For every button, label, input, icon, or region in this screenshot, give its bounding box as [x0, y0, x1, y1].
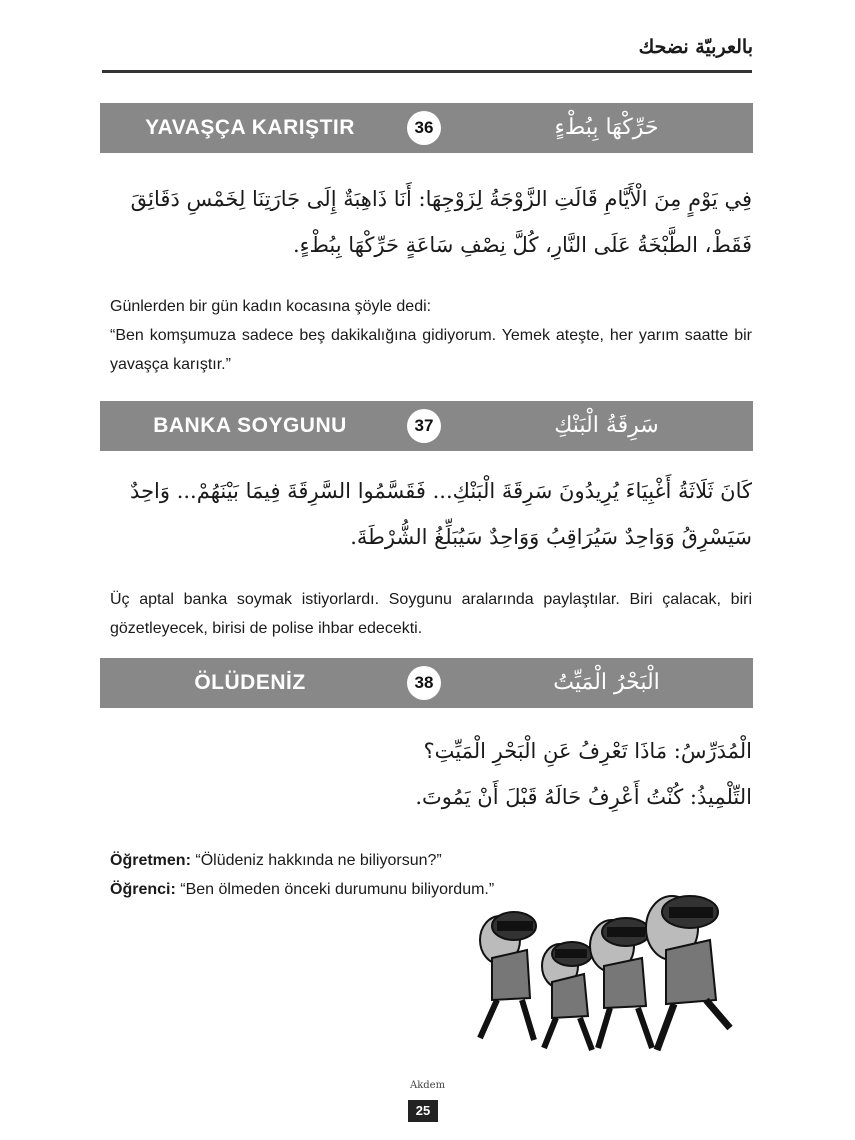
running-title: بالعربيّة نضحك [638, 36, 753, 58]
section-36-banner [100, 103, 753, 153]
section-number-badge: 36 [407, 111, 441, 145]
section-38-banner [100, 658, 753, 708]
arabic-line: التِّلْمِيذُ: كُنْتُ أَعْرِفُ حَالَهُ قَبْلَ أَنْ يَمُوتَ. [415, 785, 752, 809]
turkish-text-37 [110, 585, 752, 643]
section-title-ar: حَرِّكْهَا بِبُطْءٍ [554, 115, 659, 140]
section-title-ar: الْبَحْرُ الْمَيِّتُ [553, 670, 660, 695]
turkish-line: Günlerden bir gün kadın kocasına şöyle dedi: [110, 298, 432, 315]
dialogue-text: “Ölüdeniz hakkında ne biliyorsun?” [195, 852, 442, 869]
arabic-line: كَانَ ثَلَاثَةُ أَغْبِيَاءَ يُرِيدُونَ سَرِقَةَ الْبَنْكِ... فَقَسَّمُوا السَّرِقَةَ فِيمَا بَيْنَهُمْ... وَاحِدٌ [130, 479, 752, 503]
header-rule [102, 70, 752, 73]
arabic-line: الْمُدَرِّسُ: مَاذَا تَعْرِفُ عَنِ الْبَحْرِ الْمَيِّتِ؟ [423, 739, 752, 763]
turkish-line: “Ben komşumuza sadece beş dakikalığına gidiyorum. Yemek ateşte, her yarım saatte bir yavaşça karıştır.” [110, 327, 752, 373]
page-number: 25 [408, 1100, 438, 1122]
dialogue-text: “Ben ölmeden önceki durumunu biliyordum.” [180, 881, 495, 898]
robber-mask [498, 922, 532, 930]
section-number-badge: 38 [407, 666, 441, 700]
turkish-line: Üç aptal banka soymak istiyorlardı. Soygunu aralarında paylaştılar. Biri çalacak, biri gözetleyecek, birisi de polise ihbar edecekti. [110, 591, 752, 637]
section-title-tr: ÖLÜDENİZ [194, 671, 306, 694]
dialogue-line [110, 846, 590, 875]
section-title-tr: YAVAŞÇA KARIŞTIR [145, 116, 355, 139]
arabic-line: فِي يَوْمٍ مِنَ الْأَيَّامِ قَالَتِ الزَّوْجَةُ لِزَوْجِهَا: أَنَا ذَاهِبَةٌ إِلَى جَارَتِنَا لِخَمْسِ دَقَائِقَ [130, 187, 752, 211]
section-title-ar: سَرِقَةُ الْبَنْكِ [554, 413, 659, 438]
turkish-text-36 [110, 292, 752, 379]
three-robbers-illustration [452, 888, 742, 1058]
section-number-badge: 37 [407, 409, 441, 443]
section-37-banner [100, 401, 753, 451]
publisher-logo: Akdem [410, 1080, 446, 1091]
robber-legs [480, 1000, 534, 1040]
dialogue-speaker: Öğrenci: [110, 881, 176, 898]
arabic-line: فَقَطْ، الطَّبْخَةُ عَلَى النَّارِ، كُلَّ نِصْفِ سَاعَةٍ حَرِّكْهَا بِبُطْءٍ. [292, 233, 752, 257]
dialogue-speaker: Öğretmen: [110, 852, 191, 869]
section-title-tr: BANKA SOYGUNU [153, 414, 347, 437]
arabic-text-38 [104, 728, 752, 820]
robber-body [492, 950, 530, 1000]
arabic-text-36 [104, 176, 752, 268]
arabic-text-37 [104, 468, 752, 560]
arabic-line: سَيَسْرِقُ وَوَاحِدٌ سَيُرَاقِبُ وَوَاحِدٌ سَيُبَلِّغُ الشُّرْطَةَ. [350, 525, 752, 549]
